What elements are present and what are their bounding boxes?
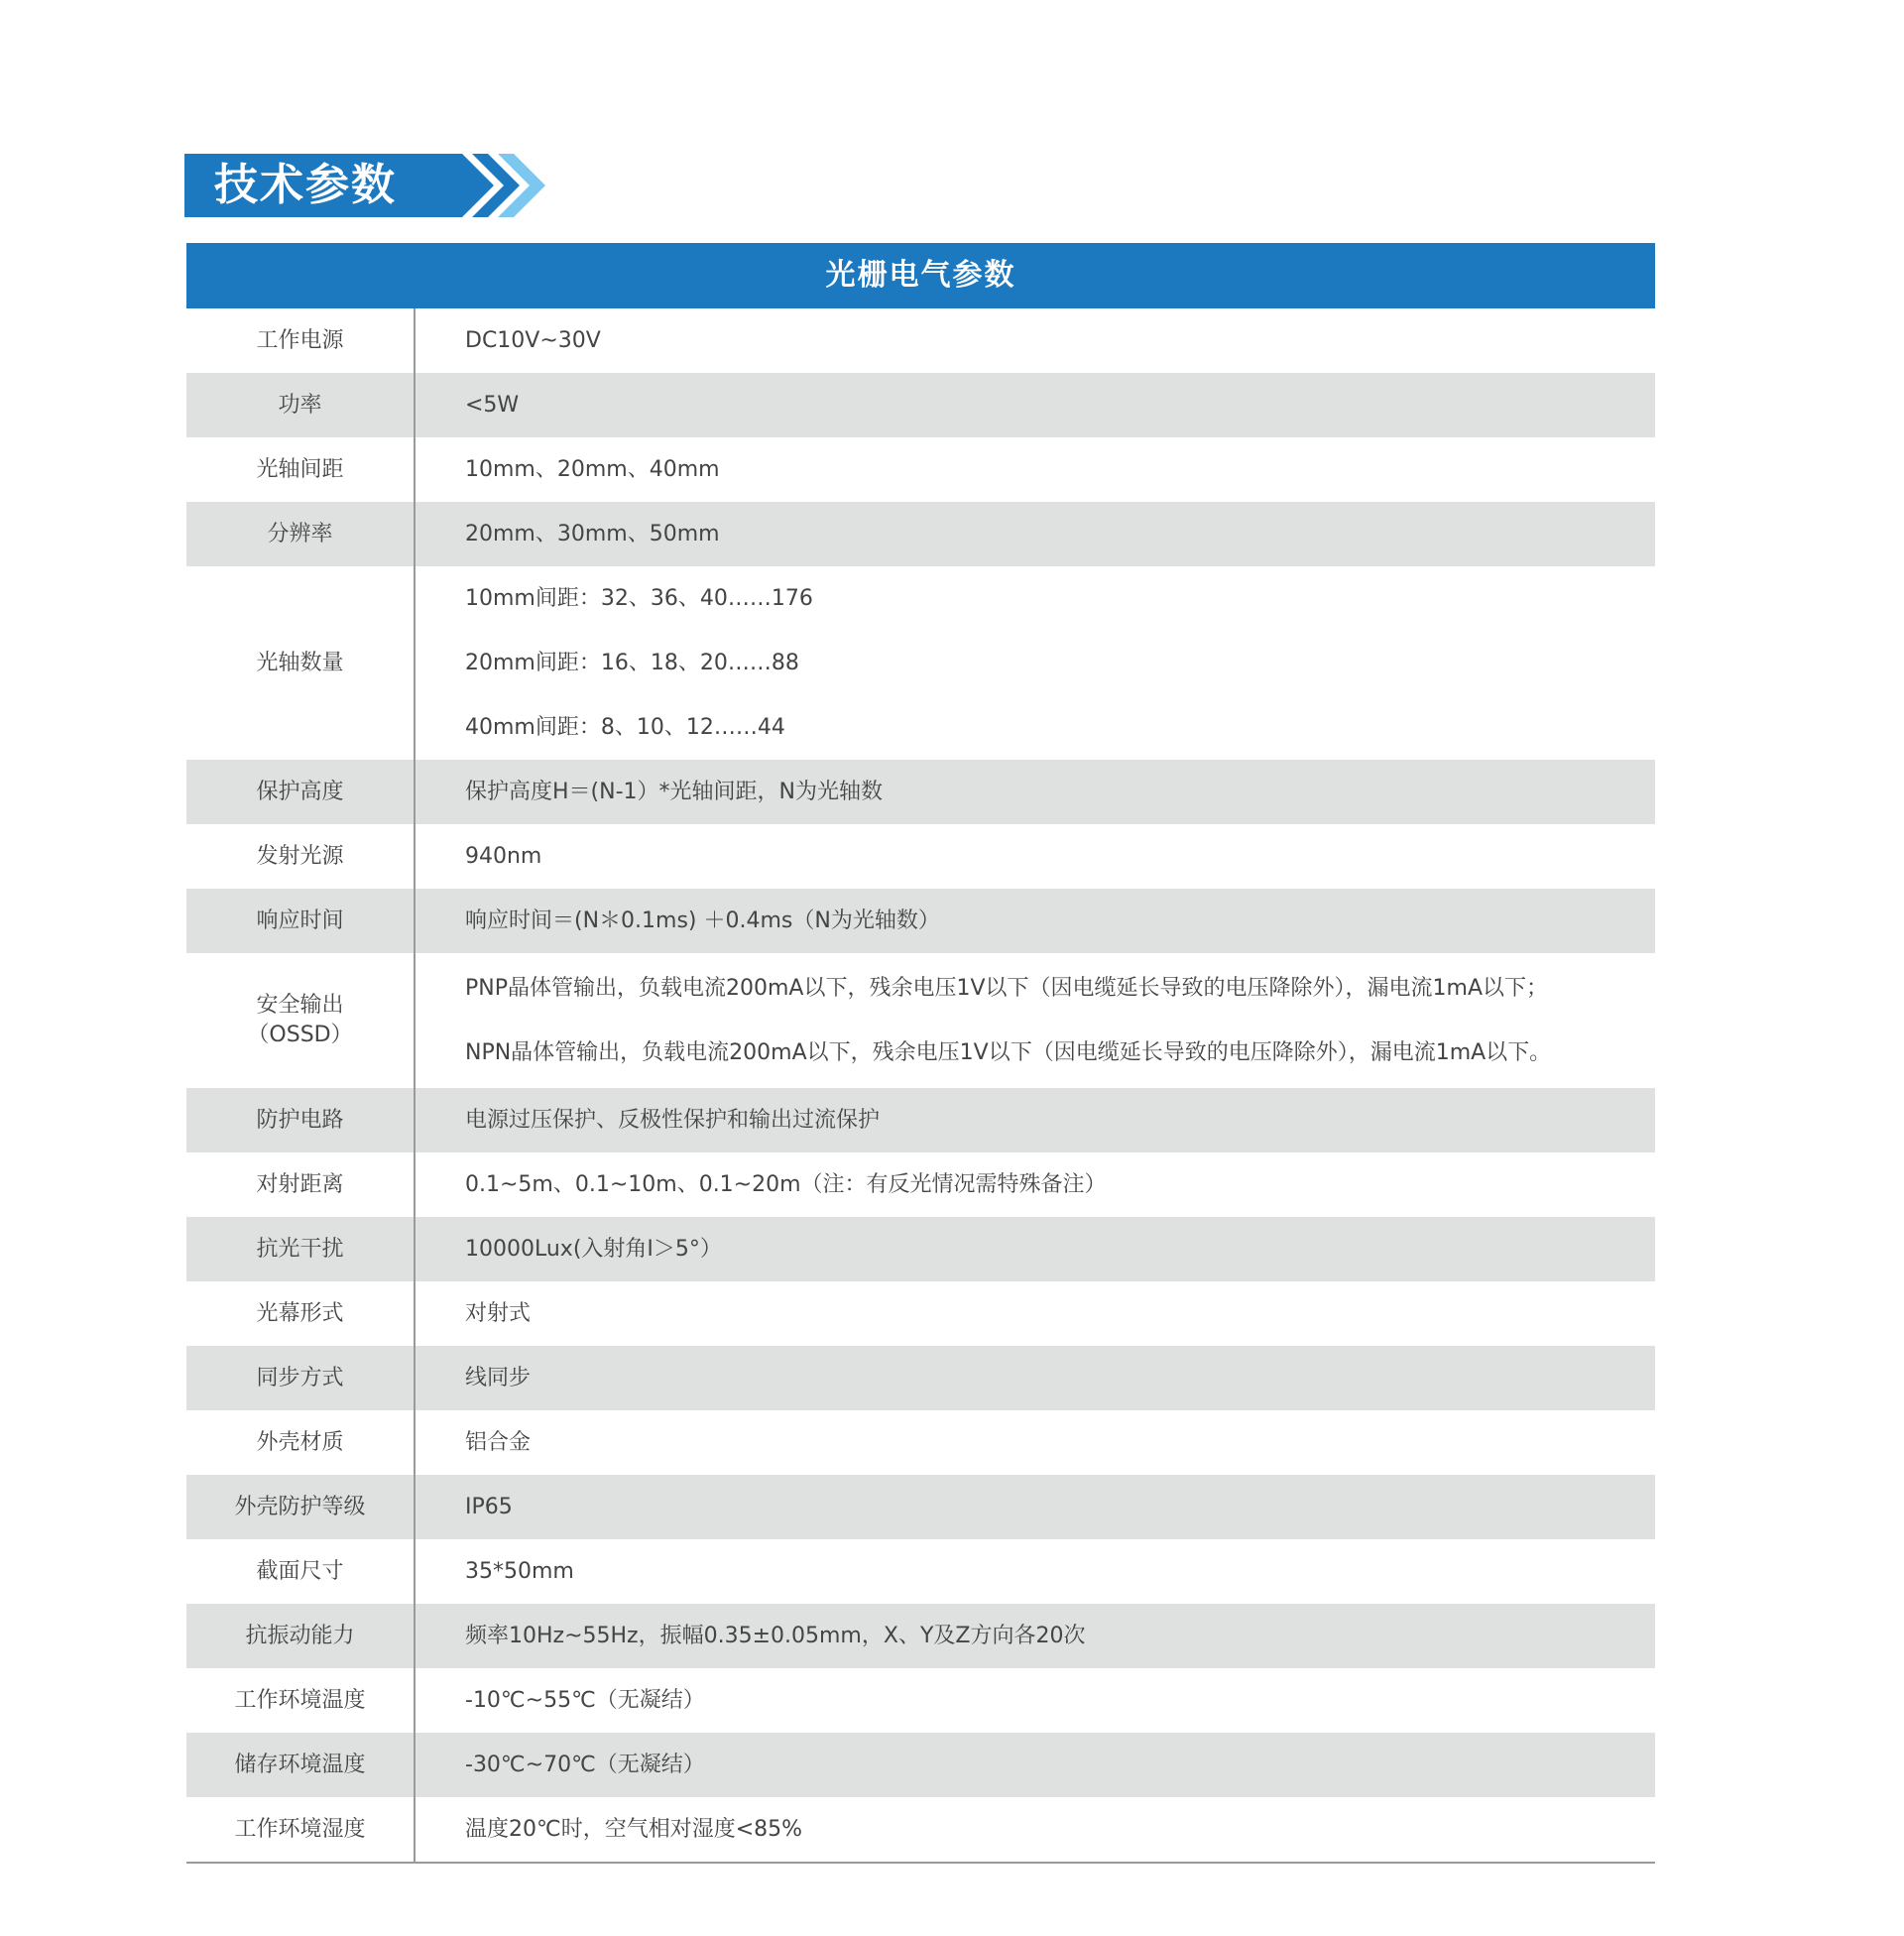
- row-value: [416, 824, 1655, 889]
- row-label: [186, 824, 416, 889]
- row-label: [186, 1410, 416, 1475]
- row-value-text: 电源过压保护、反极性保护和输出过流保护: [465, 1107, 881, 1133]
- table-row: [186, 308, 1655, 373]
- row-value-text: DC10V~30V: [465, 327, 601, 353]
- row-value-text: 35*50mm: [465, 1558, 574, 1584]
- row-value: [416, 1797, 1655, 1862]
- row-label: [186, 1088, 416, 1152]
- row-label-text: 外壳防护等级: [234, 1494, 366, 1519]
- row-value: [416, 953, 1655, 1088]
- table-row: [186, 1668, 1655, 1733]
- row-label: [186, 1539, 416, 1604]
- row-value: [416, 1217, 1655, 1281]
- table-row: [186, 566, 1655, 760]
- row-value: [416, 1346, 1655, 1410]
- row-label-text: 保护高度: [256, 779, 344, 804]
- row-label-text: （OSSD）: [247, 1023, 353, 1047]
- row-label-text: 光轴间距: [256, 456, 344, 482]
- row-value: [416, 1088, 1655, 1152]
- row-label-text: 工作电源: [256, 327, 344, 353]
- row-value-text: 940nm: [465, 843, 542, 869]
- row-label: [186, 437, 416, 502]
- row-value: [416, 308, 1655, 373]
- table-row: [186, 1217, 1655, 1281]
- row-label: [186, 1152, 416, 1217]
- row-label: [186, 373, 416, 437]
- row-value: [416, 566, 1655, 760]
- row-value-text: 0.1~5m、0.1~10m、0.1~20m（注：有反光情况需特殊备注）: [465, 1171, 1107, 1197]
- row-value-text: 10000Lux(入射角I＞5°）: [465, 1236, 722, 1262]
- row-value-text: 40mm间距：8、10、12……44: [465, 715, 785, 740]
- table-row: [186, 1797, 1655, 1862]
- row-value: [416, 437, 1655, 502]
- table-row: [186, 1152, 1655, 1217]
- row-label: [186, 1797, 416, 1862]
- row-value-text: 20mm、30mm、50mm: [465, 521, 720, 546]
- row-value-text: 20mm间距：16、18、20……88: [465, 651, 799, 675]
- table-row: [186, 1410, 1655, 1475]
- row-value-text: 铝合金: [465, 1429, 532, 1455]
- row-label-text: 响应时间: [256, 908, 344, 933]
- row-label: [186, 1668, 416, 1733]
- row-value: [416, 1410, 1655, 1475]
- row-label-text: 同步方式: [256, 1365, 344, 1391]
- table-row: [186, 953, 1655, 1088]
- table-row: [186, 373, 1655, 437]
- row-label-text: 光幕形式: [256, 1300, 344, 1326]
- row-label: [186, 566, 416, 760]
- row-label-text: 功率: [278, 392, 322, 418]
- row-value-text: 温度20℃时，空气相对湿度<85%: [465, 1816, 803, 1842]
- table-title: 光栅电气参数: [186, 243, 1655, 308]
- row-label-text: 发射光源: [256, 843, 344, 869]
- row-label: [186, 889, 416, 953]
- table-row: [186, 760, 1655, 824]
- row-label: [186, 1733, 416, 1797]
- spec-table: [186, 243, 1655, 1864]
- table-row: [186, 1733, 1655, 1797]
- table-row: [186, 889, 1655, 953]
- row-label-text: 工作环境湿度: [234, 1816, 366, 1842]
- row-value: [416, 1152, 1655, 1217]
- section-title: 技术参数: [214, 160, 397, 210]
- row-label: [186, 308, 416, 373]
- row-value-text: 线同步: [465, 1365, 532, 1391]
- table-row: [186, 1604, 1655, 1668]
- row-value: [416, 1668, 1655, 1733]
- row-value-text: PNP晶体管输出，负载电流200mA以下，残余电压1V以下（因电缆延长导致的电压降除外），漏电流1mA以下；: [465, 976, 1548, 1001]
- row-label: [186, 502, 416, 566]
- row-value-text: -10℃~55℃（无凝结）: [465, 1687, 705, 1713]
- row-value-text: 响应时间＝(N＊0.1ms) ＋0.4ms（N为光轴数）: [465, 908, 940, 933]
- row-label-text: 对射距离: [256, 1171, 344, 1197]
- row-label: [186, 760, 416, 824]
- table-row: [186, 824, 1655, 889]
- row-value-text: 频率10Hz~55Hz，振幅0.35±0.05mm，X、Y及Z方向各20次: [465, 1623, 1086, 1648]
- table-row: [186, 1475, 1655, 1539]
- row-label: [186, 1281, 416, 1346]
- row-value-text: 10mm、20mm、40mm: [465, 456, 720, 482]
- table-row: [186, 1088, 1655, 1152]
- row-value: [416, 1539, 1655, 1604]
- row-label-text: 截面尺寸: [256, 1558, 344, 1584]
- row-value: [416, 889, 1655, 953]
- row-label-text: 安全输出: [256, 993, 344, 1018]
- row-value-text: 保护高度H＝(N-1）*光轴间距，N为光轴数: [465, 779, 883, 804]
- table-row: [186, 1281, 1655, 1346]
- row-label-text: 抗振动能力: [245, 1623, 355, 1648]
- row-label: [186, 1346, 416, 1410]
- row-value: [416, 1733, 1655, 1797]
- row-value: [416, 1281, 1655, 1346]
- row-value-text: NPN晶体管输出，负载电流200mA以下，残余电压1V以下（因电缆延长导致的电压降除外），漏电流1mA以下。: [465, 1040, 1552, 1065]
- row-label-text: 抗光干扰: [256, 1236, 344, 1262]
- row-label: [186, 1475, 416, 1539]
- row-value-text: 对射式: [465, 1300, 532, 1326]
- row-label: [186, 1217, 416, 1281]
- row-value-text: <5W: [465, 392, 520, 418]
- section-header: [184, 154, 551, 217]
- row-label-text: 储存环境温度: [234, 1752, 366, 1777]
- row-value: [416, 1475, 1655, 1539]
- row-label: [186, 953, 416, 1088]
- row-label-text: 分辨率: [267, 521, 333, 546]
- row-label: [186, 1604, 416, 1668]
- table-row: [186, 502, 1655, 566]
- table-body: [186, 308, 1655, 1864]
- row-label-text: 防护电路: [256, 1107, 344, 1133]
- row-value-text: IP65: [465, 1494, 513, 1519]
- row-label-text: 光轴数量: [256, 650, 344, 675]
- table-row: [186, 1346, 1655, 1410]
- table-row: [186, 437, 1655, 502]
- table-row: [186, 1539, 1655, 1604]
- row-value: [416, 373, 1655, 437]
- row-label-text: 外壳材质: [256, 1429, 344, 1455]
- row-label-text: 工作环境温度: [234, 1687, 366, 1713]
- row-value-text: 10mm间距：32、36、40……176: [465, 586, 813, 611]
- row-value: [416, 1604, 1655, 1668]
- row-value-text: -30℃~70℃（无凝结）: [465, 1752, 705, 1777]
- row-value: [416, 502, 1655, 566]
- row-value: [416, 760, 1655, 824]
